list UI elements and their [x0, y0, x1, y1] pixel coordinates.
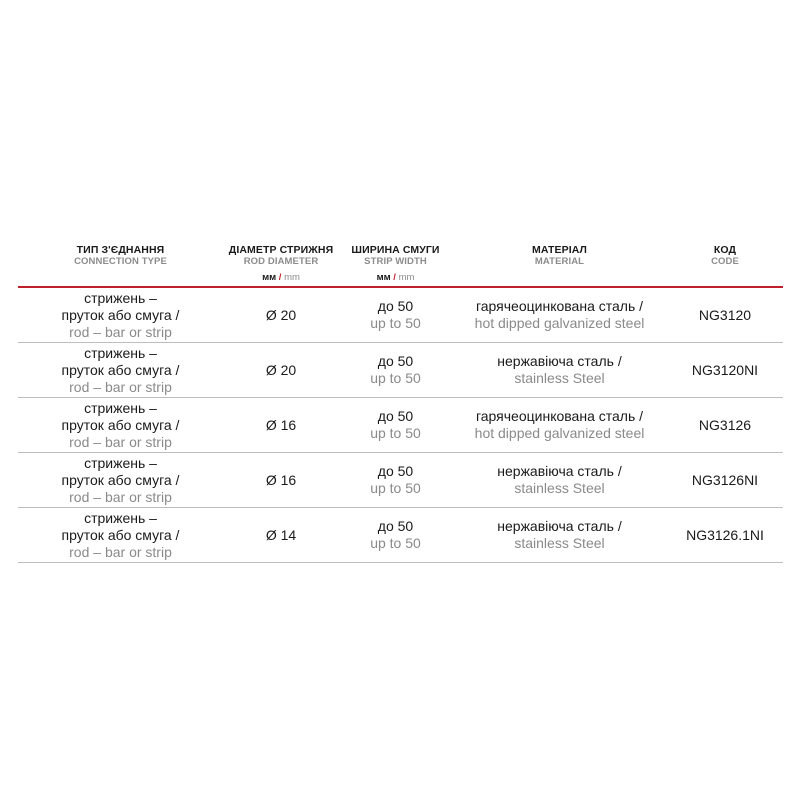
units-en: mm [284, 272, 300, 283]
type-line-uk: стрижень – [84, 289, 157, 306]
type-line-uk: стрижень – [84, 509, 157, 526]
type-line-en: rod – bar or strip [69, 433, 172, 450]
cell-code: NG3126 [698, 416, 752, 433]
type-line-en: rod – bar or strip [69, 378, 172, 395]
type-line-uk: пруток або смуга / [61, 306, 180, 323]
header-label-en: CONNECTION TYPE [74, 256, 167, 267]
header-connection-type [18, 240, 223, 286]
width-en: up to 50 [370, 315, 421, 331]
product-table [18, 240, 783, 563]
header-units [223, 272, 339, 284]
units-separator: / [393, 272, 396, 283]
header-label-en: CODE [711, 256, 739, 267]
material-en: stainless Steel [514, 370, 605, 386]
material-uk: нержавіюча сталь / [497, 518, 622, 534]
units-uk: мм [262, 272, 277, 283]
material-uk: нержавіюча сталь / [497, 463, 622, 479]
type-line-uk: пруток або смуга / [61, 526, 180, 543]
header-label-uk: ДІАМЕТР СТРИЖНЯ [228, 244, 334, 256]
width-uk: до 50 [377, 463, 414, 479]
header-rod-diameter [223, 240, 339, 286]
width-uk: до 50 [377, 298, 414, 314]
type-line-uk: стрижень – [84, 399, 157, 416]
header-material [452, 240, 667, 286]
cell-strip-width [339, 353, 452, 387]
cell-code: NG3120 [698, 306, 752, 323]
type-line-uk: стрижень – [84, 454, 157, 471]
width-uk: до 50 [377, 518, 414, 534]
cell-strip-width [339, 518, 452, 552]
header-label-en: MATERIAL [534, 256, 585, 267]
material-uk: гарячеоцинкована сталь / [475, 298, 644, 314]
units-separator: / [278, 272, 282, 283]
table-header [18, 240, 783, 286]
header-label-uk: МАТЕРІАЛ [531, 244, 588, 256]
cell-code: NG3126NI [691, 471, 759, 488]
material-en: hot dipped galvanized steel [474, 315, 645, 331]
cell-code: NG3126.1NI [686, 526, 764, 543]
units-uk: мм [376, 272, 391, 283]
type-line-en: rod – bar or strip [69, 543, 172, 560]
type-line-uk: пруток або смуга / [61, 416, 180, 433]
header-strip-width [339, 240, 452, 286]
header-label-uk: КОД [713, 244, 737, 256]
type-line-uk: пруток або смуга / [61, 471, 180, 488]
cell-material [452, 463, 667, 497]
cell-material [452, 518, 667, 552]
cell-diameter: Ø 20 [265, 361, 297, 378]
material-en: stainless Steel [514, 535, 605, 551]
header-label-en: ROD DIAMETER [243, 256, 319, 267]
material-en: hot dipped galvanized steel [474, 425, 645, 441]
cell-connection-type [18, 345, 223, 396]
cell-diameter: Ø 16 [265, 416, 297, 433]
table-row [18, 343, 783, 398]
header-label-uk: ТИП З'ЄДНАННЯ [76, 244, 165, 256]
width-uk: до 50 [377, 353, 414, 369]
cell-diameter: Ø 16 [265, 471, 297, 488]
cell-code: NG3120NI [691, 361, 759, 378]
cell-strip-width [339, 463, 452, 497]
material-en: stainless Steel [514, 480, 605, 496]
table-row [18, 508, 783, 563]
cell-connection-type [18, 455, 223, 506]
material-uk: гарячеоцинкована сталь / [475, 408, 644, 424]
header-label-en: STRIP WIDTH [364, 256, 427, 267]
width-en: up to 50 [370, 535, 421, 551]
type-line-en: rod – bar or strip [69, 323, 172, 340]
cell-material [452, 408, 667, 442]
cell-connection-type [18, 290, 223, 341]
cell-material [452, 298, 667, 332]
table-row [18, 453, 783, 508]
width-en: up to 50 [370, 480, 421, 496]
cell-connection-type [18, 510, 223, 561]
cell-strip-width [339, 298, 452, 332]
width-uk: до 50 [377, 408, 414, 424]
units-en: mm [398, 272, 415, 283]
type-line-en: rod – bar or strip [69, 488, 172, 505]
header-units [339, 272, 452, 284]
table-row [18, 288, 783, 343]
header-label-uk: ШИРИНА СМУГИ [351, 244, 440, 256]
cell-diameter: Ø 14 [265, 526, 297, 543]
type-line-uk: стрижень – [84, 344, 157, 361]
table-row [18, 398, 783, 453]
cell-diameter: Ø 20 [265, 306, 297, 323]
type-line-uk: пруток або смуга / [61, 361, 180, 378]
header-code [667, 240, 783, 286]
material-uk: нержавіюча сталь / [497, 353, 622, 369]
cell-strip-width [339, 408, 452, 442]
cell-material [452, 353, 667, 387]
width-en: up to 50 [370, 370, 421, 386]
width-en: up to 50 [370, 425, 421, 441]
cell-connection-type [18, 400, 223, 451]
